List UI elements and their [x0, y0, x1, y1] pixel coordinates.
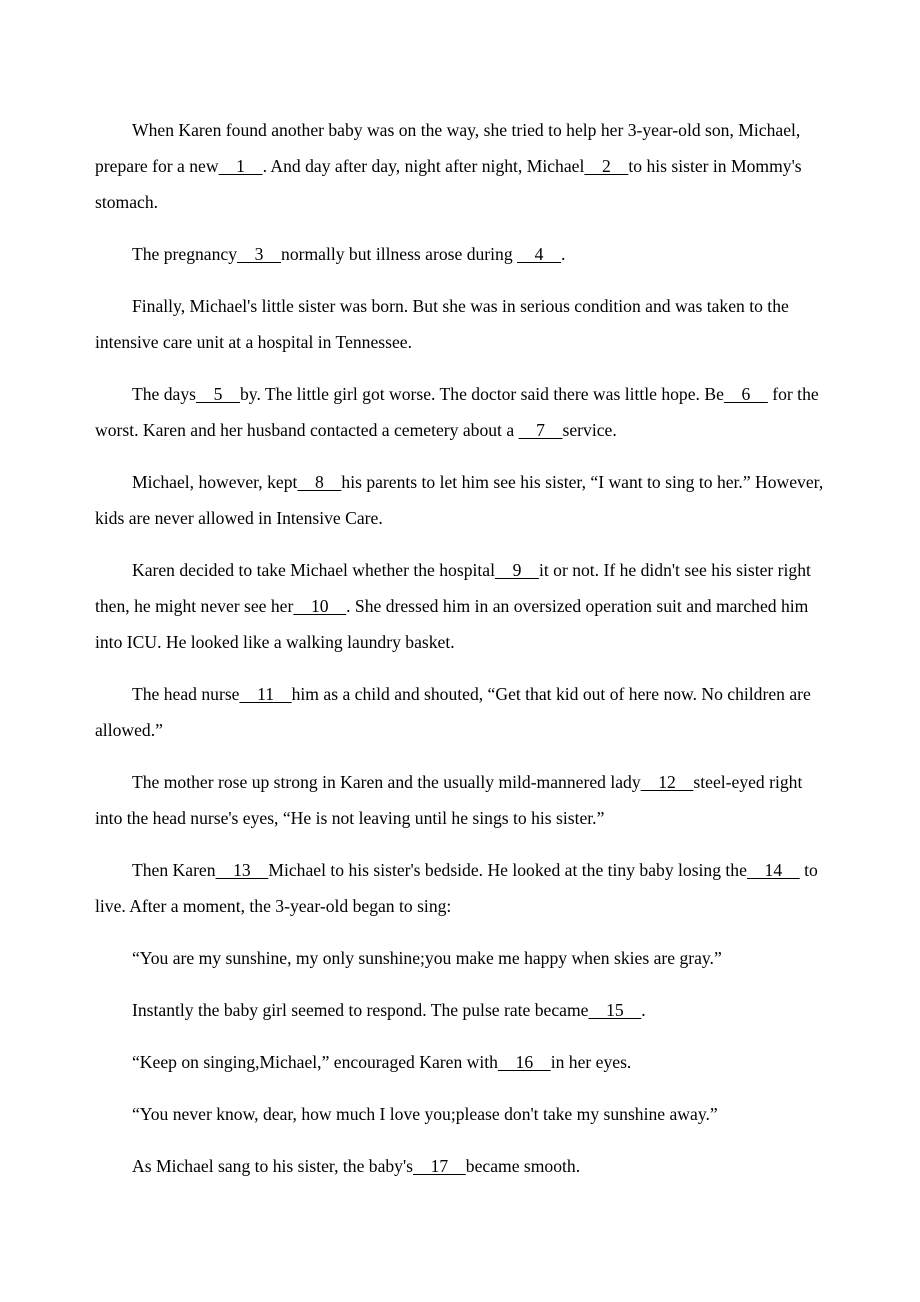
paragraph-text: his parents to let him see his sister, “I want to sing to her.” However, kids are never allowed in Intensive Care.	[95, 472, 824, 528]
blank-16: 16	[497, 1052, 551, 1072]
blank-9: 9	[494, 560, 539, 580]
paragraph-text: When Karen found another baby was on the way, she tried to help her 3-year-old son, Michael, prepare for a new	[95, 120, 801, 176]
blank-6: 6	[723, 384, 768, 404]
paragraph	[95, 288, 830, 360]
blank-13: 13	[215, 860, 269, 880]
paragraph-text: Karen decided to take Michael whether the hospital	[132, 560, 495, 580]
paragraph-text: The days	[132, 384, 197, 404]
blank-4: 4	[517, 244, 562, 264]
paragraph-text: him as a child and shouted, “Get that kid out of here now. No children are allowed.”	[95, 684, 811, 740]
paragraph-text: The head nurse	[132, 684, 240, 704]
paragraph-text: service.	[562, 420, 617, 440]
paragraph	[95, 1148, 830, 1184]
blank-8: 8	[297, 472, 342, 492]
paragraph-text: “Keep on singing,Michael,” encouraged Karen with	[132, 1052, 498, 1072]
paragraph-text: to live. After a moment, the 3-year-old began to sing:	[95, 860, 818, 916]
cloze-passage	[95, 112, 830, 1200]
paragraph-text: for the worst. Karen and her husband contacted a cemetery about a	[95, 384, 819, 440]
blank-2: 2	[584, 156, 629, 176]
paragraph-text: to his sister in Mommy's stomach.	[95, 156, 802, 212]
blank-7: 7	[518, 420, 563, 440]
paragraph-text: “You never know, dear, how much I love you;please don't take my sunshine away.”	[132, 1104, 718, 1124]
blank-17: 17	[413, 1156, 466, 1176]
paragraph	[95, 992, 830, 1028]
paragraph	[95, 852, 830, 924]
paragraph-text: Instantly the baby girl seemed to respond. The pulse rate became	[132, 1000, 589, 1020]
paragraph-text: Michael to his sister's bedside. He looked at the tiny baby losing the	[268, 860, 747, 880]
blank-10: 10	[293, 596, 347, 616]
paragraph-text: became smooth.	[465, 1156, 581, 1176]
paragraph	[95, 552, 830, 660]
paragraph-text: “You are my sunshine, my only sunshine;you make me happy when skies are gray.”	[132, 948, 722, 968]
paragraph-text: . And day after day, night after night, Michael	[262, 156, 585, 176]
blank-1: 1	[218, 156, 263, 176]
blank-3: 3	[237, 244, 282, 264]
paragraph-text: As Michael sang to his sister, the baby's	[132, 1156, 413, 1176]
blank-11: 11	[239, 684, 292, 704]
paragraph-text: it or not. If he didn't see his sister right then, he might never see her	[95, 560, 811, 616]
paragraph	[95, 764, 830, 836]
paragraph	[95, 464, 830, 536]
paragraph	[95, 676, 830, 748]
paragraph	[95, 1096, 830, 1132]
paragraph-text: .	[561, 244, 566, 264]
blank-5: 5	[196, 384, 240, 404]
blank-14: 14	[746, 860, 800, 880]
paragraph-text: .	[641, 1000, 646, 1020]
blank-12: 12	[640, 772, 694, 792]
paragraph-text: Finally, Michael's little sister was born. But she was in serious condition and was taken to the intensive care unit at a hospital in Tennessee.	[95, 296, 789, 352]
paragraph-text: The pregnancy	[132, 244, 238, 264]
paragraph-text: normally but illness arose during	[281, 244, 518, 264]
paragraph	[95, 1044, 830, 1080]
paragraph-text: by. The little girl got worse. The doctor said there was little hope. Be	[240, 384, 724, 404]
paragraph-text: The mother rose up strong in Karen and the usually mild-mannered lady	[132, 772, 641, 792]
paragraph	[95, 940, 830, 976]
paragraph-text: Then Karen	[132, 860, 216, 880]
paragraph-text: in her eyes.	[550, 1052, 632, 1072]
paragraph-text: steel-eyed right into the head nurse's eyes, “He is not leaving until he sings to his sister.”	[95, 772, 803, 828]
paragraph	[95, 112, 830, 220]
blank-15: 15	[588, 1000, 642, 1020]
paragraph	[95, 376, 830, 448]
paragraph-text: . She dressed him in an oversized operation suit and marched him into ICU. He looked like a walking laundry basket.	[95, 596, 809, 652]
paragraph-text: Michael, however, kept	[132, 472, 298, 492]
paragraph	[95, 236, 830, 272]
